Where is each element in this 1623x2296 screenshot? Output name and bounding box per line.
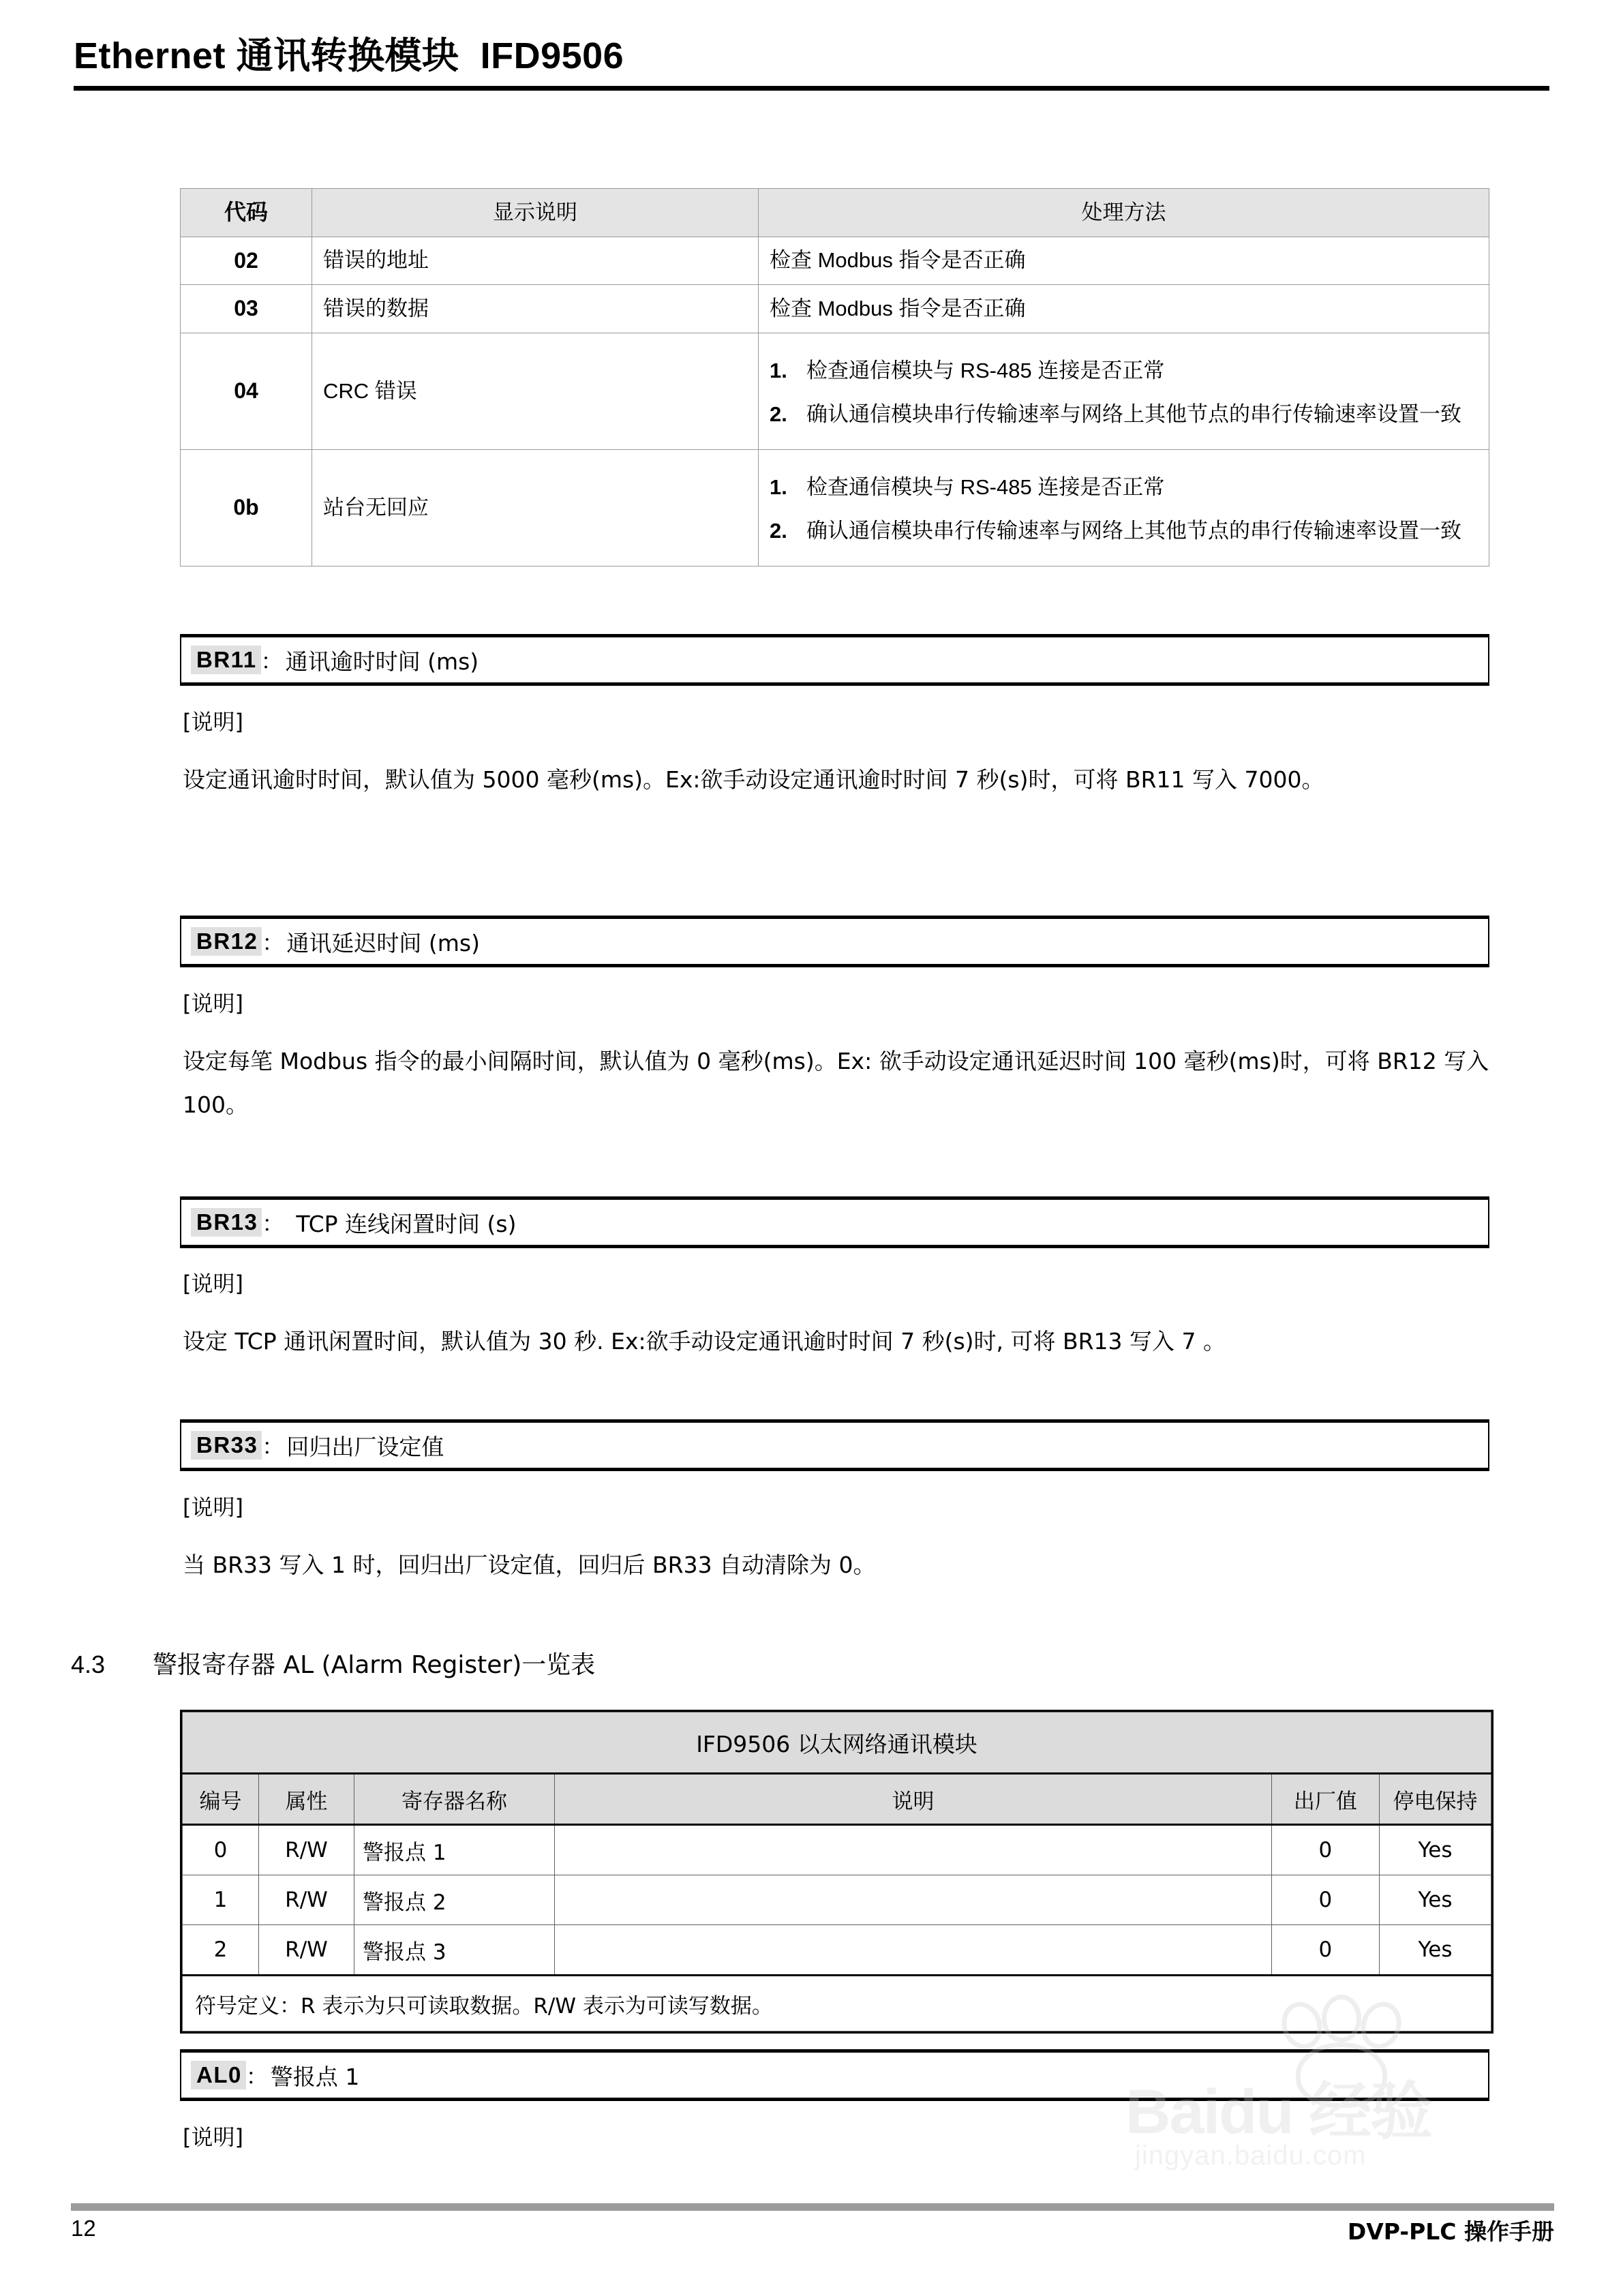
list-item-index: 1.: [770, 358, 787, 382]
register-heading-br33: [180, 1419, 1489, 1471]
table-footnote-row: [183, 1976, 1491, 2031]
cell-desc: [555, 1875, 1272, 1925]
watermark-brand: Baidu 经验: [1125, 2077, 1432, 2147]
register-heading-al0: [180, 2049, 1489, 2101]
column-header-desc: 说明: [555, 1774, 1272, 1825]
list-item-index: 2.: [770, 518, 787, 543]
cell-factory: 0: [1271, 1875, 1379, 1925]
register-heading-br11: [180, 634, 1489, 686]
note-body-br11: 设定通讯逾时时间，默认值为 5000 毫秒(ms)。Ex:欲手动设定通讯逾时时间 7 秒(s)时，可将 BR11 写入 7000。: [183, 766, 1324, 793]
cell-display: 错误的数据: [312, 285, 759, 333]
list-item-text: 检查通信模块与 RS-485 连接是否正常: [806, 358, 1165, 382]
header-divider: [74, 86, 1549, 91]
action-list: [770, 354, 1478, 432]
register-tag: AL0: [191, 2061, 246, 2089]
register-tag: BR11: [191, 646, 261, 674]
list-item-index: 1.: [770, 474, 787, 499]
note-label-al0: [说明]: [183, 2124, 243, 2150]
note-body-br13: 设定 TCP 通讯闲置时间，默认值为 30 秒. Ex:欲手动设定通讯逾时时间 7 秒(s)时, 可将 BR13 写入 7 。: [183, 1328, 1226, 1355]
cell-action: 检查 Modbus 指令是否正确: [759, 237, 1489, 285]
cell-attr: R/W: [259, 1825, 354, 1875]
register-separator: ：: [262, 1211, 284, 1236]
column-header-code: 代码: [181, 189, 312, 237]
list-item: [770, 354, 1478, 388]
alarm-table-title: IFD9506 以太网络通讯模块: [183, 1712, 1491, 1774]
table-row: [183, 1925, 1491, 1976]
table-row: [183, 1875, 1491, 1925]
list-item: [770, 470, 1478, 504]
cell-display: CRC 错误: [312, 333, 759, 449]
table-row: [183, 1825, 1491, 1875]
list-item-text: 检查通信模块与 RS-485 连接是否正常: [806, 474, 1165, 499]
section-heading-4-3: [71, 1646, 595, 1680]
cell-retain: Yes: [1379, 1925, 1491, 1976]
cell-num: 2: [183, 1925, 259, 1976]
register-separator: ：: [245, 2064, 268, 2089]
table-row: [181, 333, 1489, 449]
cell-display: 错误的地址: [312, 237, 759, 285]
page-header: [74, 35, 1549, 91]
cell-code: 03: [181, 285, 312, 333]
list-item: [770, 514, 1478, 548]
cell-factory: 0: [1271, 1825, 1379, 1875]
page-title: [74, 35, 1549, 76]
watermark-url: jingyan.baidu.com: [1135, 2141, 1367, 2171]
alarm-table-footnote: 符号定义：R 表示为只可读取数据。R/W 表示为可读写数据。: [183, 1976, 1491, 2031]
cell-attr: R/W: [259, 1925, 354, 1976]
manual-name: DVP-PLC 操作手册: [1347, 2218, 1554, 2245]
column-header-display: 显示说明: [312, 189, 759, 237]
table-row: [181, 449, 1489, 566]
register-label: 回归出厂设定值: [286, 1433, 444, 1460]
column-header-action: 处理方法: [759, 189, 1489, 237]
cell-code: 02: [181, 237, 312, 285]
register-label: 通讯延迟时间 (ms): [286, 929, 480, 956]
register-label: 通讯逾时时间 (ms): [285, 648, 479, 675]
column-header-retain: 停电保持: [1379, 1774, 1491, 1825]
table-row: [181, 285, 1489, 333]
register-label: TCP 连线闲置时间 (s): [296, 1210, 517, 1237]
note-body-br12: 设定每笔 Modbus 指令的最小间隔时间，默认值为 0 毫秒(ms)。Ex: 欲手动设定通讯延迟时间 100 毫秒(ms)时，可将 BR12 写入 100。: [183, 1048, 1489, 1119]
page-number: 12: [71, 2216, 96, 2241]
register-separator: ：: [260, 649, 283, 674]
cell-factory: 0: [1271, 1925, 1379, 1976]
note-label-br11: [说明]: [183, 709, 243, 735]
register-tag: BR13: [191, 1208, 262, 1237]
cell-num: 0: [183, 1825, 259, 1875]
table-header-row: [183, 1774, 1491, 1825]
cell-name: 警报点 3: [354, 1925, 555, 1976]
cell-action: [759, 333, 1489, 449]
list-item-text: 确认通信模块串行传输速率与网络上其他节点的串行传输速率设置一致: [806, 402, 1461, 426]
cell-retain: Yes: [1379, 1875, 1491, 1925]
cell-code: 04: [181, 333, 312, 449]
note-label-br12: [说明]: [183, 991, 243, 1016]
cell-num: 1: [183, 1875, 259, 1925]
cell-attr: R/W: [259, 1875, 354, 1925]
section-number: 4.3: [71, 1650, 106, 1678]
cell-action: [759, 449, 1489, 566]
cell-retain: Yes: [1379, 1825, 1491, 1875]
list-item-text: 确认通信模块串行传输速率与网络上其他节点的串行传输速率设置一致: [806, 518, 1461, 543]
column-header-attr: 属性: [259, 1774, 354, 1825]
table-header-row: [181, 189, 1489, 237]
register-separator: ：: [262, 931, 284, 955]
table-title-row: [183, 1712, 1491, 1774]
column-header-factory: 出厂值: [1271, 1774, 1379, 1825]
cell-name: 警报点 2: [354, 1875, 555, 1925]
cell-desc: [555, 1925, 1272, 1976]
page-title-en: Ethernet: [74, 35, 226, 76]
page-title-model: IFD9506: [480, 35, 624, 76]
register-separator: ：: [262, 1434, 284, 1459]
footer-divider: [71, 2203, 1554, 2211]
alarm-register-table: [180, 1710, 1493, 2034]
section-title: 警报寄存器 AL (Alarm Register)一览表: [153, 1651, 596, 1679]
column-header-name: 寄存器名称: [354, 1774, 555, 1825]
cell-name: 警报点 1: [354, 1825, 555, 1875]
action-list: [770, 470, 1478, 548]
register-label: 警报点 1: [270, 2063, 360, 2090]
cell-desc: [555, 1825, 1272, 1875]
register-heading-br12: [180, 916, 1489, 967]
register-tag: BR33: [191, 1431, 262, 1460]
note-body-br33: 当 BR33 写入 1 时，回归出厂设定值，回归后 BR33 自动清除为 0。: [183, 1552, 876, 1578]
cell-code: 0b: [181, 449, 312, 566]
table-row: [181, 237, 1489, 285]
register-tag: BR12: [191, 927, 262, 956]
cell-action: 检查 Modbus 指令是否正确: [759, 285, 1489, 333]
error-code-table: [180, 188, 1489, 567]
page-title-cn: 通讯转换模块: [236, 34, 459, 77]
list-item-index: 2.: [770, 402, 787, 426]
note-label-br13: [说明]: [183, 1271, 243, 1297]
list-item: [770, 397, 1478, 432]
cell-display: 站台无回应: [312, 449, 759, 566]
note-label-br33: [说明]: [183, 1494, 243, 1520]
register-heading-br13: [180, 1196, 1489, 1248]
column-header-num: 编号: [183, 1774, 259, 1825]
